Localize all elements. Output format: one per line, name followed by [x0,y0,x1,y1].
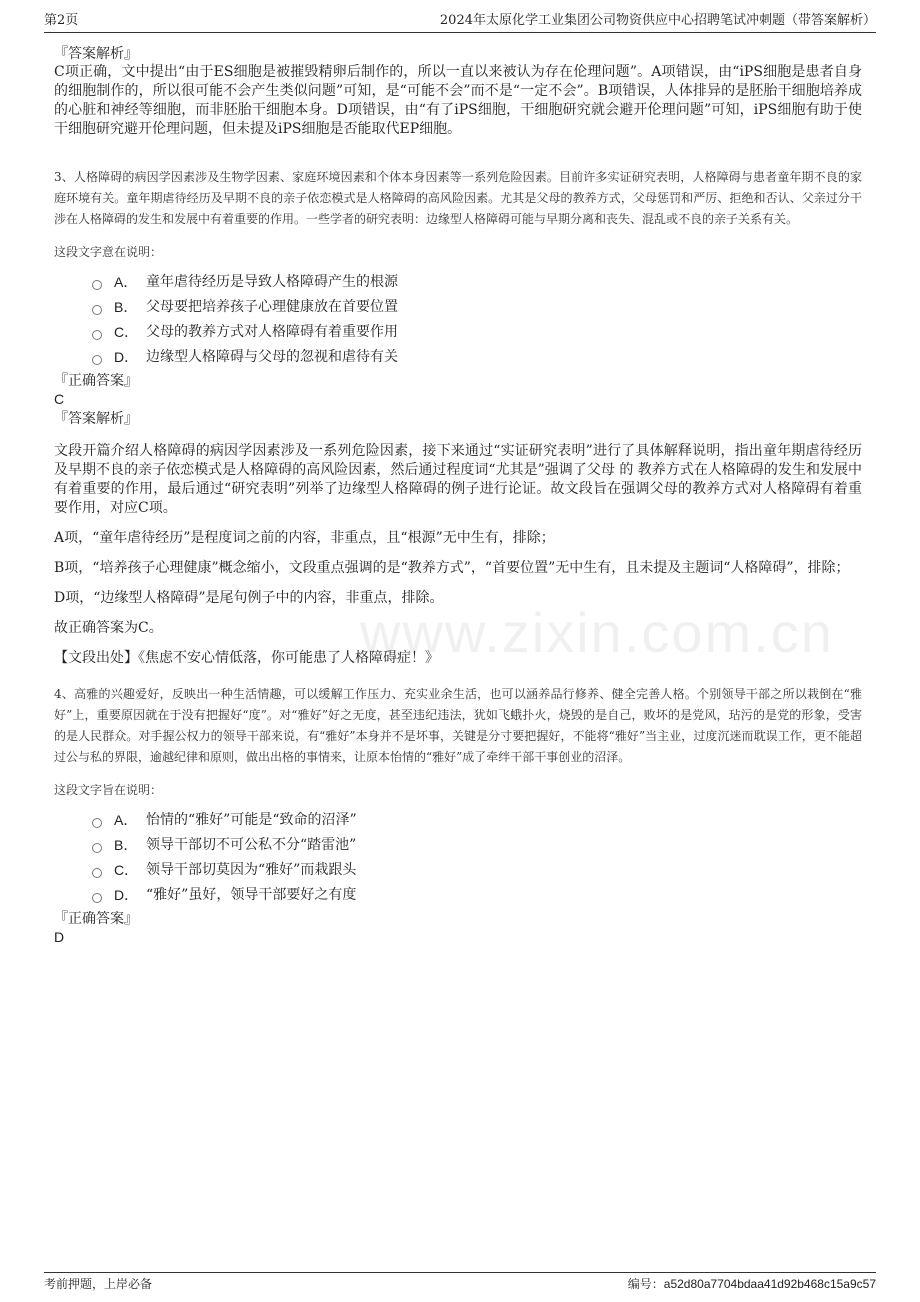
page-header [44,12,876,33]
source-citation: 【文段出处】《焦虑不安心情低落，你可能患了人格障碍症！》 [54,650,439,666]
radio-icon[interactable] [92,843,102,853]
analysis-paragraph: B项，“培养孩子心理健康”概念缩小，文段重点强调的是“教养方式”，“首要位置”无中生有，且未提及主题词“人格障碍”，排除； [54,560,850,576]
analysis-conclusion: 故正确答案为C。 [54,620,163,636]
radio-icon[interactable] [92,893,102,903]
radio-icon[interactable] [92,868,102,878]
page-footer [44,1272,876,1291]
analysis-label: 『答案解析』 [54,46,138,62]
page-content [54,44,862,946]
radio-icon[interactable] [92,355,102,365]
question-4-options [54,808,862,908]
analysis-paragraph: D项，“边缘型人格障碍”是尾句例子中的内容，非重点，排除。 [54,590,444,606]
question-3-stem: 3、人格障碍的病因学因素涉及生物学因素、家庭环境因素和个体本身因素等一系列危险因素。目前许多实证研究表明，人格障碍与患者童年期不良的家庭环境有关。童年期虐待经历及早期不良的亲子依恋模式是人格障碍的高风险因素。尤其是父母的教养方式，父母惩罚和严厉、拒绝和否认、父亲过分干涉在人格障碍的发生和发展中有着重要的作用。一些学者的研究表明：边缘型人格障碍可能与早期分离和丧失、混乱或不良的亲子关系有关。 [54,170,862,226]
analysis-text: C项正确，文中提出“由于ES细胞是被摧毁精卵后制作的，所以一直以来被认为存在伦理问题”。A项错误，由“iPS细胞是患者自身的细胞制作的，所以很可能不会产生类似问题”可知，是“可能不会”而不是“一定不会”。B项错误，人体排异的是胚胎干细胞培养成的心脏和神经等细胞，而非胚胎干细胞本身。D项错误，由“有了iPS细胞，干细胞研究就会避开伦理问题”可知，iPS细胞有助于使干细胞研究避开伦理问题，但未提及iPS细胞是否能取代EP细胞。 [54,64,862,137]
document-title: 2024年太原化学工业集团公司物资供应中心招聘笔试冲刺题（带答案解析） [439,13,876,28]
option-b[interactable]: B． 父母要把培养孩子心理健康放在首要位置 [92,295,862,320]
document-code [628,1276,876,1292]
page-number: 第2页 [44,13,79,28]
correct-answer-label: 『正确答案』 [54,373,138,389]
question-4-prompt: 这段文字旨在说明： [54,783,163,797]
document-code-label: 编号： [627,1277,664,1291]
analysis-paragraph: 文段开篇介绍人格障碍的病因学因素涉及一系列危险因素，接下来通过“实证研究表明”进行了具体解释说明，指出童年期虐待经历及早期不良的亲子依恋模式是人格障碍的高风险因素，然后通过程度词“尤其是”强调了父母 的 教养方式在人格障碍的发生和发展中有着重要的作用，最后通过“研究表明”列举了边缘型人格障碍的例子进行论证。故文段旨在强调父母的教养方式对人格障碍有着重要作用，对应C项。 [54,443,862,516]
option-a[interactable]: A． 童年虐待经历是导致人格障碍产生的根源 [92,270,862,295]
analysis-label: 『答案解析』 [54,411,138,427]
radio-icon[interactable] [92,330,102,340]
watermark: www.zixin.com.cn [360,601,834,664]
option-b[interactable]: B． 领导干部切不可公私不分“踏雷池” [92,833,862,858]
radio-icon[interactable] [92,280,102,290]
option-d[interactable]: D． 边缘型人格障碍与父母的忽视和虐待有关 [92,345,862,370]
document-code-value: a52d80a7704bdaa41d92b468c15a9c57 [663,1277,876,1291]
radio-icon[interactable] [92,818,102,828]
correct-answer-label: 『正确答案』 [54,911,138,927]
option-c[interactable]: C． 父母的教养方式对人格障碍有着重要作用 [92,320,862,345]
question-3-prompt: 这段文字意在说明： [54,245,163,259]
option-a[interactable]: A． 怡情的“雅好”可能是“致命的沼泽” [92,808,862,833]
correct-answer: D [54,929,65,945]
question-3-options [54,270,862,370]
radio-icon[interactable] [92,305,102,315]
option-d[interactable]: D． “雅好”虽好，领导干部要好之有度 [92,883,862,908]
correct-answer: C [54,391,65,407]
question-4-stem: 4、高雅的兴趣爱好，反映出一种生活情趣，可以缓解工作压力、充实业余生活，也可以涵养品行修养、健全完善人格。个别领导干部之所以栽倒在“雅好”上，重要原因就在于没有把握好“度”。对“雅好”好之无度，甚至违纪违法，犹如飞蛾扑火，烧毁的是自己，败坏的是党风，玷污的是党的形象，受害的是人民群众。对手握公权力的领导干部来说，有“雅好”本身并不是坏事，关键是分寸要把握好，不能将“雅好”当主业，过度沉迷而耽误工作，更不能超过公与私的界限，逾越纪律和原则，做出出格的事情来，让原本怡情的“雅好”成了牵绊干部干事创业的沼泽。 [54,687,862,764]
option-c[interactable]: C． 领导干部切莫因为“雅好”而栽跟头 [92,858,862,883]
footer-slogan: 考前押题，上岸必备 [44,1277,153,1291]
analysis-paragraph: A项，“童年虐待经历”是程度词之前的内容，非重点，且“根源”无中生有，排除； [54,530,555,546]
